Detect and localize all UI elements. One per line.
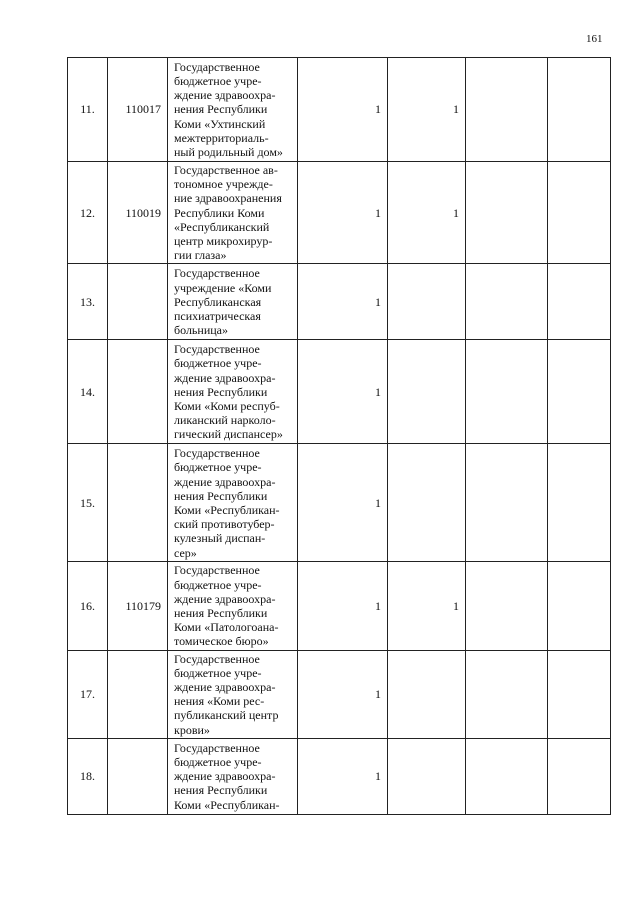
row-number-cell: 17. — [68, 650, 108, 738]
code-cell — [108, 264, 168, 340]
name-line: ждение здравоохра- — [174, 591, 276, 606]
row-number-cell: 13. — [68, 264, 108, 340]
name-line: нения Республики — [174, 384, 268, 399]
institution-name-cell — [168, 650, 298, 738]
name-line: бюджетное учре- — [174, 356, 262, 371]
value-cell-2: 1 — [388, 162, 466, 264]
institution-name-cell — [168, 562, 298, 650]
row-number-cell: 15. — [68, 444, 108, 562]
name-line: бюджетное учре- — [174, 460, 262, 475]
name-line: нения Республики — [174, 783, 268, 798]
value-cell-1: 1 — [298, 562, 388, 650]
value-cell-4 — [548, 264, 611, 340]
row-number-cell: 18. — [68, 738, 108, 814]
institution-name-cell — [168, 58, 298, 162]
name-line: Республики Коми — [174, 205, 265, 220]
row-number-cell: 14. — [68, 340, 108, 444]
name-line: нения Республики — [174, 606, 268, 621]
value-cell-3 — [466, 738, 548, 814]
name-line: Государственное — [174, 740, 260, 755]
name-line: тономное учрежде- — [174, 177, 273, 192]
value-cell-1: 1 — [298, 340, 388, 444]
code-cell — [108, 444, 168, 562]
table-row — [68, 738, 611, 814]
name-line: бюджетное учре- — [174, 73, 262, 88]
code-cell: 110179 — [108, 562, 168, 650]
value-cell-4 — [548, 562, 611, 650]
value-cell-3 — [466, 340, 548, 444]
value-cell-4 — [548, 58, 611, 162]
name-line: учреждение «Коми — [174, 280, 272, 295]
value-cell-4 — [548, 340, 611, 444]
name-line: бюджетное учре- — [174, 577, 262, 592]
table-row — [68, 162, 611, 264]
value-cell-1: 1 — [298, 264, 388, 340]
name-line: кулезный диспан- — [174, 531, 266, 546]
name-line: Коми «Коми респуб- — [174, 399, 280, 414]
name-line: Республиканская — [174, 294, 262, 309]
value-cell-3 — [466, 58, 548, 162]
value-cell-1: 1 — [298, 650, 388, 738]
value-cell-4 — [548, 738, 611, 814]
code-cell: 110019 — [108, 162, 168, 264]
name-line: нения «Коми рес- — [174, 694, 265, 709]
row-number-cell: 12. — [68, 162, 108, 264]
name-line: Государственное — [174, 563, 260, 578]
name-line: бюджетное учре- — [174, 665, 262, 680]
value-cell-4 — [548, 650, 611, 738]
value-cell-1: 1 — [298, 444, 388, 562]
table-row — [68, 58, 611, 162]
name-line: Коми «Республикан- — [174, 502, 280, 517]
name-line: Государственное — [174, 266, 260, 281]
name-line: ждение здравоохра- — [174, 769, 276, 784]
institution-name-cell — [168, 162, 298, 264]
value-cell-2: 1 — [388, 562, 466, 650]
institution-name-cell — [168, 738, 298, 814]
name-line: нения Республики — [174, 102, 268, 117]
name-line: сер» — [174, 545, 197, 560]
name-line: Государственное — [174, 651, 260, 666]
name-line: Коми «Ухтинский — [174, 116, 266, 131]
name-line: больница» — [174, 323, 228, 338]
institution-name-cell — [168, 444, 298, 562]
code-cell — [108, 738, 168, 814]
row-number-cell: 11. — [68, 58, 108, 162]
value-cell-4 — [548, 162, 611, 264]
name-line: Коми «Республикан- — [174, 797, 280, 812]
name-line: публиканский центр — [174, 708, 279, 723]
name-line: Коми «Патологоана- — [174, 620, 279, 635]
institution-name-cell — [168, 340, 298, 444]
name-line: крови» — [174, 722, 210, 737]
value-cell-1: 1 — [298, 738, 388, 814]
name-line: ждение здравоохра- — [174, 370, 276, 385]
value-cell-2: 1 — [388, 58, 466, 162]
name-line: гический диспансер» — [174, 427, 283, 442]
value-cell-2 — [388, 738, 466, 814]
name-line: томическое бюро» — [174, 634, 269, 649]
name-line: Государственное — [174, 342, 260, 357]
value-cell-1: 1 — [298, 162, 388, 264]
value-cell-3 — [466, 162, 548, 264]
value-cell-2 — [388, 444, 466, 562]
name-line: ждение здравоохра- — [174, 474, 276, 489]
name-line: Государственное — [174, 446, 260, 461]
name-line: бюджетное учре- — [174, 755, 262, 770]
value-cell-1: 1 — [298, 58, 388, 162]
value-cell-3 — [466, 264, 548, 340]
name-line: ский противотубер- — [174, 517, 275, 532]
page-number: 161 — [586, 33, 603, 45]
institutions-table — [67, 57, 611, 815]
name-line: межтерриториаль- — [174, 130, 269, 145]
name-line: нения Республики — [174, 488, 268, 503]
table-row — [68, 562, 611, 650]
value-cell-3 — [466, 650, 548, 738]
name-line: ждение здравоохра- — [174, 680, 276, 695]
row-number-cell: 16. — [68, 562, 108, 650]
value-cell-2 — [388, 264, 466, 340]
value-cell-3 — [466, 444, 548, 562]
name-line: ный родильный дом» — [174, 145, 283, 159]
institution-name-cell — [168, 264, 298, 340]
code-cell: 110017 — [108, 58, 168, 162]
name-line: центр микрохирур- — [174, 234, 273, 249]
name-line: психиатрическая — [174, 309, 261, 324]
name-line: гии глаза» — [174, 248, 227, 263]
table-body — [68, 58, 611, 815]
value-cell-3 — [466, 562, 548, 650]
name-line: ликанский нарколо- — [174, 413, 276, 428]
table-row — [68, 340, 611, 444]
table-row — [68, 264, 611, 340]
name-line: Государственное — [174, 59, 260, 74]
value-cell-2 — [388, 650, 466, 738]
value-cell-2 — [388, 340, 466, 444]
name-line: Государственное ав- — [174, 163, 278, 177]
name-line: ждение здравоохра- — [174, 88, 276, 103]
value-cell-4 — [548, 444, 611, 562]
code-cell — [108, 340, 168, 444]
name-line: ние здравоохранения — [174, 191, 282, 206]
table-row — [68, 650, 611, 738]
table-row — [68, 444, 611, 562]
code-cell — [108, 650, 168, 738]
name-line: «Республиканский — [174, 219, 270, 234]
